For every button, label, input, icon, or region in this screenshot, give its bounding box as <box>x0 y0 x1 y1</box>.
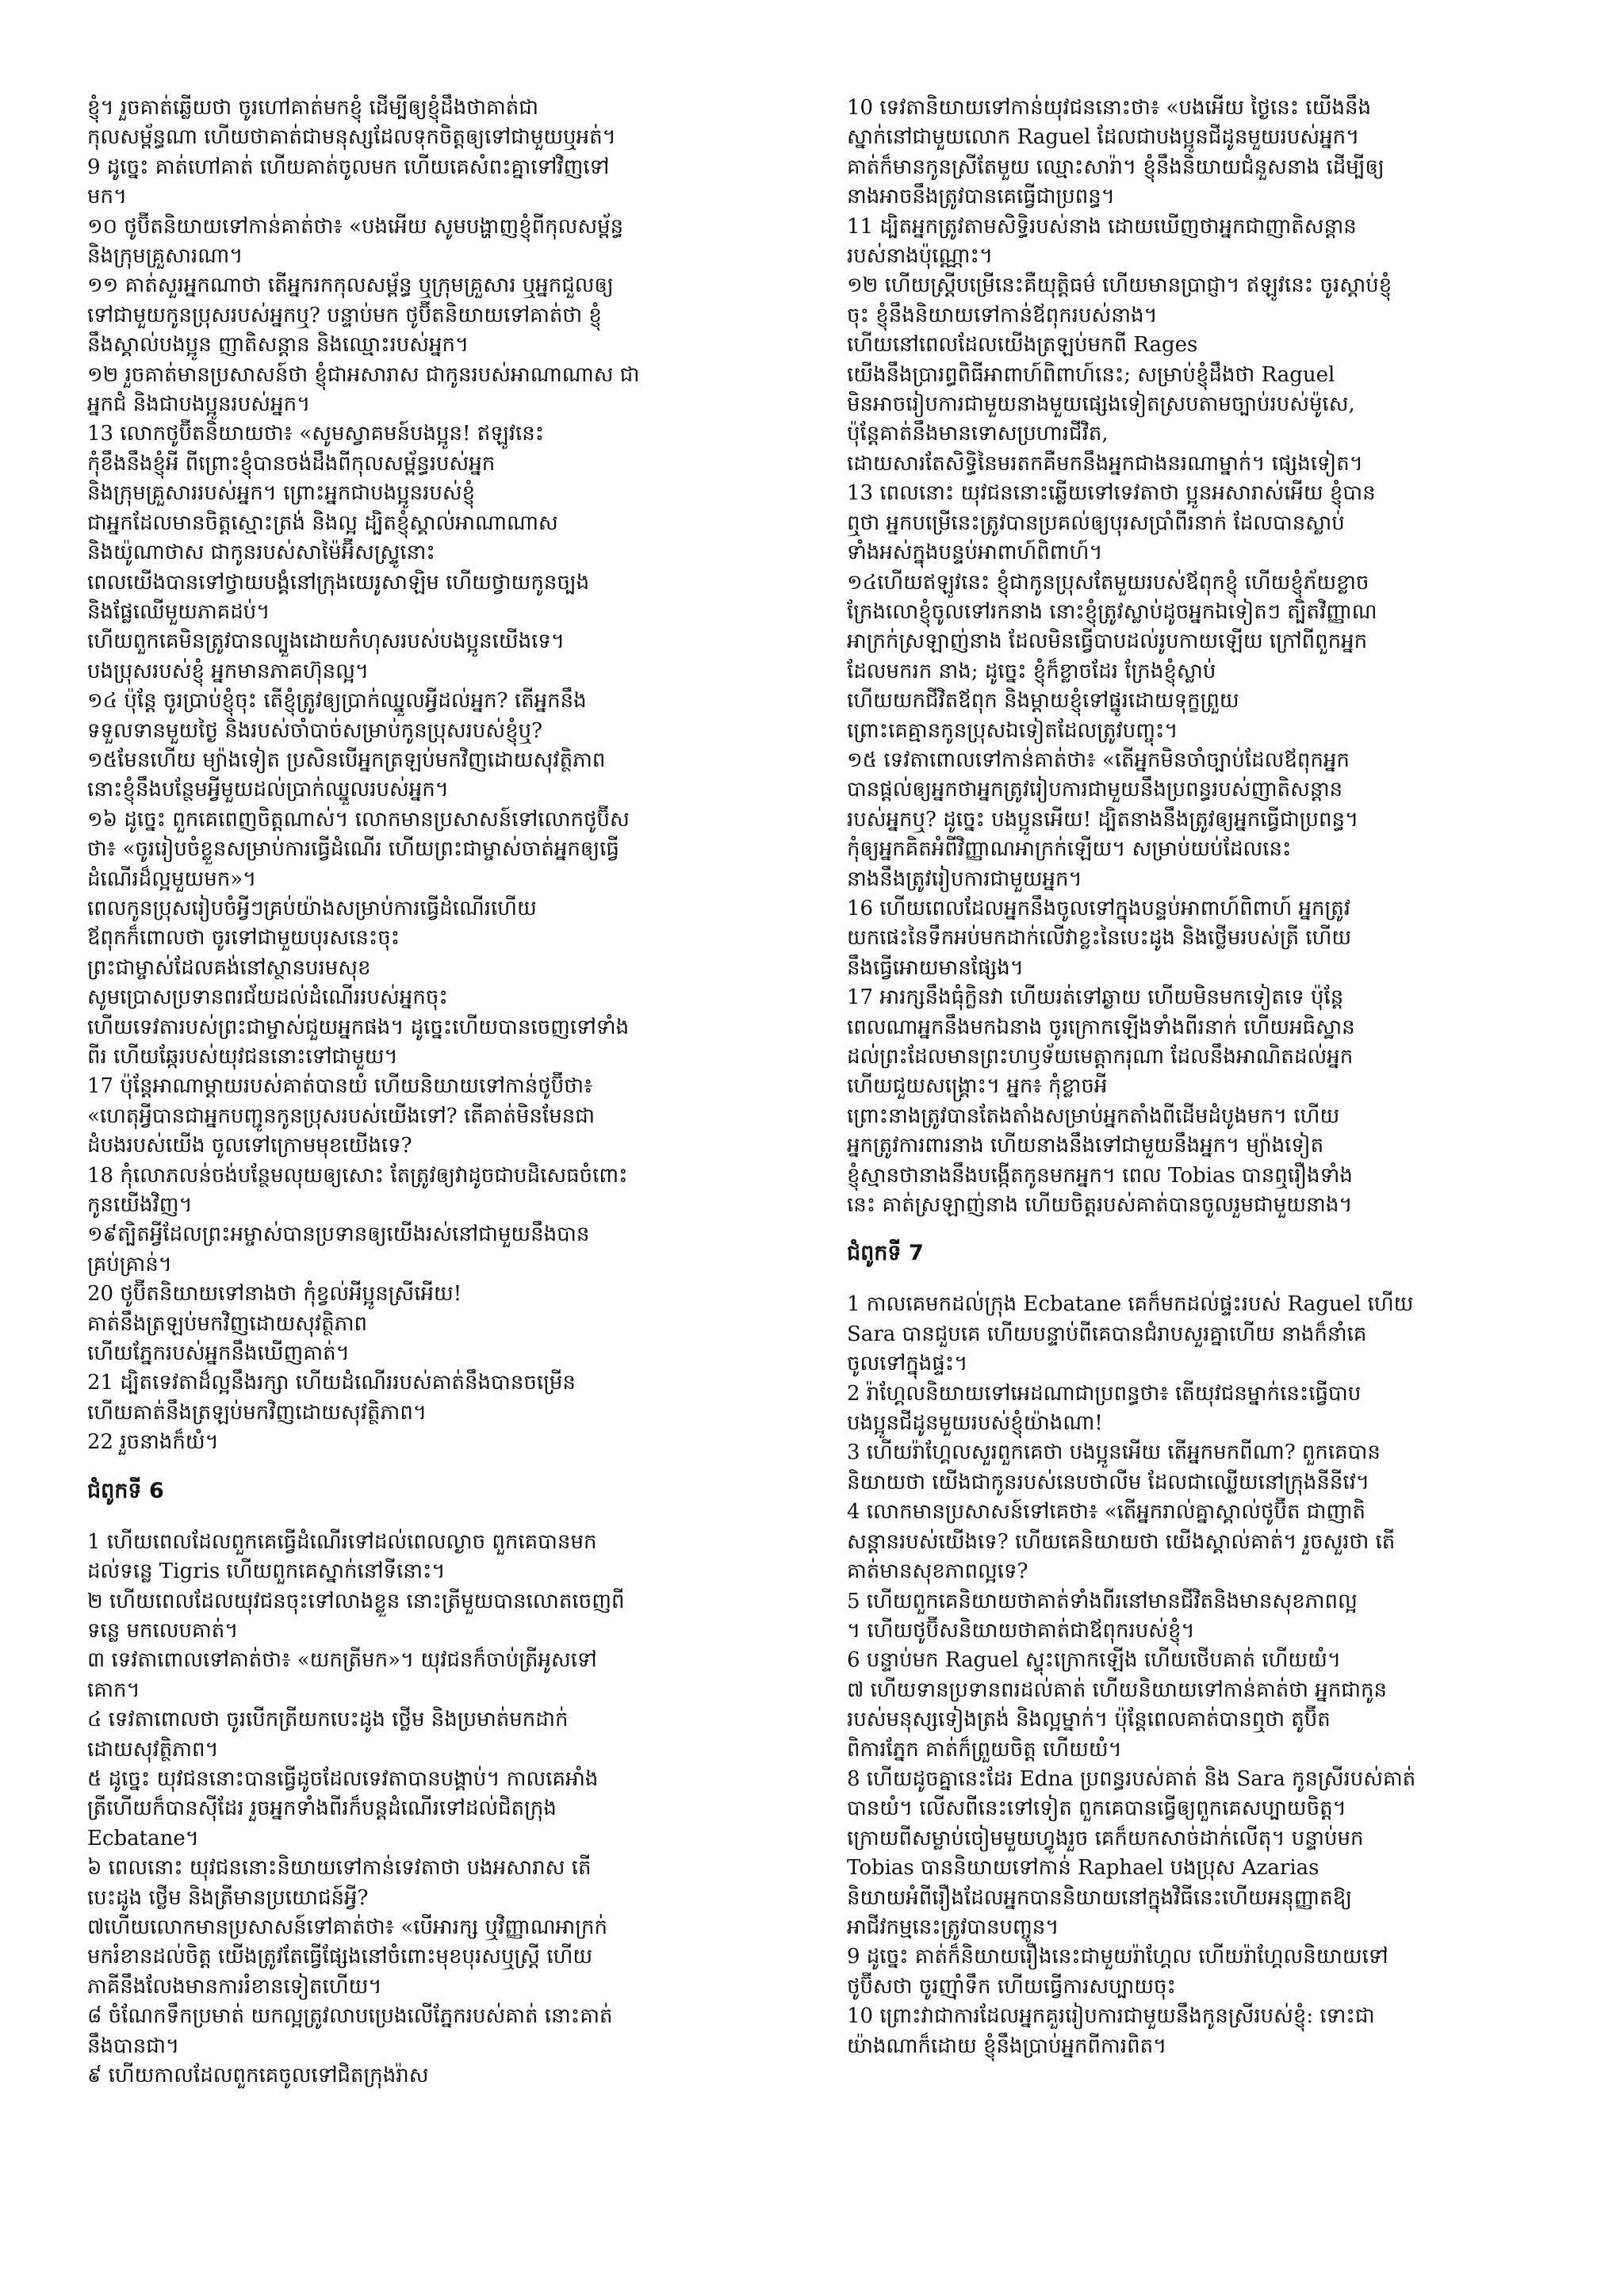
left-text-column <box>87 94 769 2091</box>
text-line: ជាអ្នកដែលមានចិត្តស្មោះត្រង់ និងល្អ ដ្បិតខ្ញុំស្គាល់អាណាណាស <box>87 511 558 535</box>
text-line: ប៉ុន្តែគាត់នឹងមានទោសប្រហារជីវិត, <box>847 422 1109 446</box>
text-line: 9 ដូច្នេះ គាត់ក៏និយាយរឿងនេះជាមួយរ៉ាហ្គែល ហើយរ៉ាហ្គែលនិយាយទៅ <box>847 1945 1388 1969</box>
text-line: 13 ពេលនោះ យុវជននោះឆ្លើយទៅទេវតាថា ប្អូនអសារាស់អើយ ខ្ញុំបាន <box>847 481 1376 506</box>
text-line: ខ្ញុំស្មានថានាងនឹងបង្កើតកូនមកអ្នក។ ពេល Tobias បានឮរឿងទាំង <box>847 1163 1353 1188</box>
text-line: ហើយទេវតារបស់ព្រះជាម្ចាស់ជួយអ្នកផង។ ដូច្នេះហើយបានចេញទៅទាំង <box>87 1015 630 1039</box>
text-line: ២ ហើយពេលដែលយុវជនចុះទៅលាងខ្លួន នោះត្រីមួយបានលោតចេញពី <box>87 1589 625 1613</box>
text-line: ១១ គាត់សួរអ្នកណាថា តើអ្នករកកុលសម្ព័ន្ធ ឬក្រុមគ្រួសារ ឬអ្នកជួលឲ្យ <box>87 274 614 298</box>
text-line: ខ្ញុំ។ រួចគាត់ឆ្លើយថា ចូរហៅគាត់មកខ្ញុំ ដើម្បីឲ្យខ្ញុំដឹងថាគាត់ជា <box>87 96 539 120</box>
text-line: ពេលយើងបានទៅថ្វាយបង្គំនៅក្រុងយេរូសាឡិម ហើយថ្វាយកូនច្បង <box>87 570 590 595</box>
text-line: និយាយថា យើងជាកូនរបស់នេបថាលីម ដែលជាឈ្លើយនៅក្រុងនីនីវេ។ <box>847 1470 1370 1494</box>
text-line: មិនអាចរៀបការជាមួយនាងមួយផ្សេងទៀតស្របតាមច្បាប់របស់ម៉ូសេ, <box>847 392 1355 417</box>
chapter-heading-7: ជំពូកទី 7 <box>847 1241 924 1266</box>
text-line: សូមប្រោសប្រទានពរជ័យដល់ដំណើររបស់អ្នកចុះ <box>87 985 448 1010</box>
text-line: ១៥មែនហើយ ម្យ៉ាងទៀត ប្រសិនបើអ្នកត្រឡប់មកវិញដោយសុវត្ថិភាព <box>87 748 606 772</box>
text-line: ត្រីហើយក៏បានស៊ីដែរ រួចអ្នកទាំងពីរក៏បន្តដំណើរទៅដល់ជិតក្រុង <box>87 1797 557 1821</box>
text-line: កុំឲ្យអ្នកគិតអំពីវិញ្ញាណអាក្រក់ឡើយ។ សម្រាប់យប់ដែលនេះ <box>847 837 1292 862</box>
text-line: 17 ប៉ុន្តែអាណាម្តាយរបស់គាត់បានយំ ហើយនិយាយទៅកាន់ថូប៊ីថា៖ <box>87 1074 593 1099</box>
text-line: ហើយជួយសង្គ្រោះ។ អ្នក៖ កុំខ្លាចអី <box>847 1074 1108 1099</box>
text-line: 5 ហើយពួកគេនិយាយថាគាត់ទាំងពីរនៅមានជីវិតនិងមានសុខភាពល្អ <box>847 1589 1358 1613</box>
text-line: ភាគីនឹងលែងមានការរំខានទៀតហើយ។ <box>87 1974 382 1999</box>
text-line: ៧ ហើយទានប្រទានពរដល់គាត់ ហើយនិយាយទៅកាន់គាត់ថា អ្នកជាកូន <box>847 1678 1388 1702</box>
text-line: និងយ៉ូណាថាស ជាកូនរបស់សាម៉ៃអ៊ីសស្ទ្រូនោះ <box>87 541 435 565</box>
text-line: និងក្រុមគ្រួសារណា។ <box>87 244 243 269</box>
text-line: អ្នកត្រូវការពារនាង ហើយនាងនឹងទៅជាមួយនឹងអ្នក។ ម្យ៉ាងទៀត <box>847 1134 1324 1158</box>
text-line: គាត់មានសុខភាពល្អទេ? <box>847 1559 1028 1584</box>
text-line: ៧ហើយលោកមានប្រសាសន៍ទៅគាត់ថា៖ «បើអារក្ស ឬវិញ្ញាណអាក្រក់ <box>87 1915 608 1939</box>
text-line: ព្រះជាម្ចាស់ដែលគង់នៅស្ថានបរមសុខ <box>87 955 371 980</box>
chapter-heading-6: ជំពូកទី 6 <box>87 1478 164 1503</box>
text-line: 1 ហើយពេលដែលពួកគេធ្វើដំណើរទៅដល់ពេលល្ងាច ពួកគេបានមក <box>87 1529 597 1554</box>
text-line: កុំខឹងនឹងខ្ញុំអី ពីព្រោះខ្ញុំបានចង់ដឹងពីកុលសម្ព័ន្ធរបស់អ្នក <box>87 451 496 476</box>
chapter-5-continuation <box>87 94 769 1458</box>
text-line: ឮថា អ្នកបម្រើនេះត្រូវបានប្រគល់ឲ្យបុរសប្រាំពីរនាក់ ដែលបានស្លាប់ <box>847 511 1345 535</box>
text-line: 10 ទេវតានិយាយទៅកាន់យុវជននោះថា៖ «បងអើយ ថ្ងៃនេះ យើងនឹង <box>847 96 1371 120</box>
text-line: ៦ ពេលនោះ យុវជននោះនិយាយទៅកាន់ទេវតាថា បងអសារាស តើ <box>87 1856 592 1881</box>
text-line: បានយំ។ លើសពីនេះទៅទៀត ពួកគេបានធ្វើឲ្យពួកគេសប្បាយចិត្ត។ <box>847 1797 1346 1821</box>
text-line: 21 ដ្បិតទេវតាដ៏ល្អនឹងរក្សា ហើយដំណើររបស់គាត់នឹងបានចម្រើន <box>87 1371 576 1395</box>
text-line: 22 រួចនាងក៏យំ។ <box>87 1430 219 1455</box>
text-line: ដែលមករក នាង; ដូច្នេះ ខ្ញុំក៏ខ្លាចដែរ ក្រែងខ្ញុំស្លាប់ <box>847 659 1216 683</box>
text-line: ហើយនៅពេលដែលយើងត្រឡប់មកពី Rages <box>847 333 1198 358</box>
text-line: ១៦ ដូច្នេះ ពួកគេពេញចិត្តណាស់។ លោកមានប្រសាសន៍ទៅលោកថូប៊ីស <box>87 807 630 832</box>
text-line: 3 ហើយរ៉ាហ្គែលសួរពួកគេថា បងប្អូនអើយ តើអ្នកមកពីណា? ពួកគេបាន <box>847 1441 1381 1465</box>
text-line: និយាយអំពីរឿងដែលអ្នកបាននិយាយនៅក្នុងវិធីនេះហើយអនុញ្ញាតឱ្យ <box>847 1885 1353 1910</box>
text-line: នាងអាចនឹងត្រូវបានគេធ្វើជាប្រពន្ធ។ <box>847 185 1115 209</box>
text-line: 1 កាលគេមកដល់ក្រុង Ecbatane គេក៏មកដល់ផ្ទះរបស់ Raguel ហើយ <box>847 1292 1414 1317</box>
text-line: ដោយសុវត្ថិភាព។ <box>87 1737 219 1762</box>
text-line: ហើយគាត់នឹងត្រឡប់មកវិញដោយសុវត្ថិភាព។ <box>87 1400 427 1425</box>
text-line: 20 ថូប៊ីតនិយាយទៅនាងថា កុំខ្វល់អីប្អូនស្រីអើយ! <box>87 1282 462 1307</box>
text-line: 11 ដ្បិតអ្នកត្រូវតាមសិទ្ធិរបស់នាង ដោយឃើញថាអ្នកជាញាតិសន្តាន <box>847 214 1357 239</box>
text-line: នឹងស្គាល់បងប្អូន ញាតិសន្តាន និងឈ្មោះរបស់អ្នក។ <box>87 333 469 358</box>
text-line: អាក្រក់ស្រឡាញ់នាង ដែលមិនធ្វើបាបដល់រូបកាយឡើយ ក្រៅពីពួកអ្នក <box>847 629 1368 654</box>
text-line: 9 ដូច្នេះ គាត់ហៅគាត់ ហើយគាត់ចូលមក ហើយគេសំពះគ្នាទៅវិញទៅ <box>87 155 610 179</box>
text-line: 17 អារក្សនឹងធុំក្លិនវា ហើយរត់ទៅឆ្ងាយ ហើយមិនមកទៀតទេ ប៉ុន្តែ <box>847 985 1344 1010</box>
text-line: ៣ ទេវតាពោលទៅគាត់ថា៖ «យកត្រីមក»។ យុវជនក៏ចាប់ត្រីអូសទៅ <box>87 1648 597 1673</box>
text-line: Tobias បាននិយាយទៅកាន់ Raphael បងប្រុស Azarias <box>847 1856 1320 1881</box>
text-line: ដំណើរដ៏ល្អមួយមក»។ <box>87 867 257 891</box>
text-line: មក។ <box>87 185 128 209</box>
text-line: Ecbatane។ <box>87 1826 199 1850</box>
text-line: បេះដូង ថ្លើម និងត្រីមានប្រយោជន៍អ្វី? <box>87 1885 369 1910</box>
text-line: ១២ ហើយស្ត្រីបម្រើនេះគឺយុត្តិធម៌ ហើយមានប្រាជ្ញា។ ឥឡូវនេះ ចូរស្តាប់ខ្ញុំ <box>847 274 1392 298</box>
text-line: យ៉ាងណាក៏ដោយ ខ្ញុំនឹងប្រាប់អ្នកពីការពិត។ <box>847 2034 1167 2058</box>
text-line: នឹងបានជា។ <box>87 2034 180 2058</box>
text-line: ថូប៊ីសថា ចូរញ៉ាំទឹក ហើយធ្វើការសប្បាយចុះ <box>847 1974 1176 1999</box>
text-line: ពេលកូនប្រុសរៀបចំអ្វីៗគ្រប់យ៉ាងសម្រាប់ការធ្វើដំណើរហើយ <box>87 896 537 920</box>
text-line: ហើយយកជីវិតឪពុក និងម្ដាយខ្ញុំទៅផ្នូរដោយទុក្ខព្រួយ <box>847 689 1239 714</box>
text-line: ១២ រួចគាត់មានប្រសាសន៍ថា ខ្ញុំជាអសារាស ជាកូនរបស់អាណាណាស ជា <box>87 362 640 387</box>
text-line: ហើយពួកគេមិនត្រូវបានល្បួងដោយកំហុសរបស់បងប្អូនយើងទេ។ <box>87 629 565 654</box>
text-line: ទាំងអស់ក្នុងបន្ទប់អាពាហ៍ពិពាហ៍។ <box>847 541 1103 565</box>
text-line: ដោយសារតែសិទ្ធិនៃមរតកគឺមកនឹងអ្នកជាងនរណាម្នាក់។ ផ្សេងទៀត។ <box>847 451 1363 476</box>
text-line: ៥ ដូច្នេះ យុវជននោះបានធ្វើដូចដែលទេវតាបានបង្គាប់។ កាលគេអាំង <box>87 1766 599 1791</box>
text-line: មករំខានដល់ចិត្ត យើងត្រូវតែធ្វើផ្សែងនៅចំពោះមុខបុរសឬស្ត្រី ហើយ <box>87 1945 593 1969</box>
text-line: ១៤ហើយឥឡូវនេះ ខ្ញុំជាកូនប្រុសតែមួយរបស់ឪពុកខ្ញុំ ហើយខ្ញុំភ័យខ្លាច <box>847 570 1369 595</box>
text-line: ចុះ ខ្ញុំនឹងនិយាយទៅកាន់ឪពុករបស់នាង។ <box>847 303 1158 327</box>
text-line: ៨ ចំណែកទឹកប្រមាត់ យកល្អត្រូវលាបប្រេងលើភ្នែករបស់គាត់ នោះគាត់ <box>87 2004 613 2029</box>
text-line: ទន្លេ មកលេបគាត់។ <box>87 1618 239 1643</box>
chapter-6-text <box>87 1528 769 2091</box>
text-line: នេះ គាត់ស្រឡាញ់នាង ហើយចិត្តរបស់គាត់បានចូលរួមជាមួយនាង។ <box>847 1193 1353 1218</box>
text-line: 18 កុំលោភលន់ចង់បន្ថែមលុយឲ្យសោះ តែត្រូវឲ្យវាដូចជាបដិសេធចំពោះ <box>87 1163 628 1188</box>
text-line: ក្រែងលោខ្ញុំចូលទៅរកនាង នោះខ្ញុំត្រូវស្លាប់ដូចអ្នកឯទៀតៗ ត្បិតវិញ្ញាណ <box>847 599 1377 624</box>
text-line: 10 ព្រោះវាជាការដែលអ្នកគួររៀបការជាមួយនឹងកូនស្រីរបស់ខ្ញុំ: ទោះជា <box>847 2004 1375 2029</box>
text-line: នឹងធ្វើអោយមានផ្សែង។ <box>847 955 1024 980</box>
text-line: ឪពុកក៏ពោលថា ចូរទៅជាមួយបុរសនេះចុះ <box>87 926 400 951</box>
text-line: កុលសម្ព័ន្ធណា ហើយថាគាត់ជាមនុស្សដែលទុកចិត្តឲ្យទៅជាមួយឬអត់។ <box>87 125 616 150</box>
text-line: ១៥ ទេវតាពោលទៅកាន់គាត់ថា៖ «តើអ្នកមិនចាំច្បាប់ដែលឪពុកអ្នក <box>847 748 1350 772</box>
text-line: ៩ ហើយកាលដែលពួកគេចូលទៅជិតក្រុងរ៉ាស <box>87 2064 429 2087</box>
text-line: យើងនឹងប្រារព្ធពិធីអាពាហ៍ពិពាហ៍នេះ; សម្រាប់ខ្ញុំដឹងថា Raguel <box>847 362 1335 387</box>
text-line: អាជីវកម្មនេះត្រូវបានបញ្ចូន។ <box>847 1915 1059 1939</box>
text-line: បងប្អូនជីដូនមួយរបស់ខ្ញុំយ៉ាងណា! <box>847 1411 1103 1436</box>
text-line: ១០ ថូប៊ីតនិយាយទៅកាន់គាត់ថា៖ «បងអើយ សូមបង្ហាញខ្ញុំពីកុលសម្ព័ន្ធ <box>87 214 624 239</box>
text-line: ថា៖ «ចូររៀបចំខ្លួនសម្រាប់ការធ្វើដំណើរ ហើយព្រះជាម្ចាស់ចាត់អ្នកឲ្យធ្វើ <box>87 837 619 862</box>
text-line: របស់មនុស្សទៀងត្រង់ និងល្អម្នាក់។ ប៉ុន្តែពេលគាត់បានឮថា តូប៊ីត <box>847 1708 1331 1732</box>
text-line: កូនយើងវិញ។ <box>87 1193 193 1218</box>
text-line: 8 ហើយដូចគ្នានេះដែរ Edna ប្រពន្ធរបស់គាត់ និង Sara កូនស្រីរបស់គាត់ <box>847 1766 1416 1791</box>
text-line: 16 ហើយពេលដែលអ្នកនឹងចូលទៅក្នុងបន្ទប់អាពាហ៍ពិពាហ៍ អ្នកត្រូវ <box>847 896 1350 920</box>
text-line: 13 លោកថូប៊ីតនិយាយថា៖ «សូមស្វាគមន៍បងប្អូន! ឥឡូវនេះ <box>87 422 545 446</box>
text-line: អ្នកជំ និងជាបងប្អូនរបស់អ្នក។ <box>87 392 311 417</box>
chapter-6-continuation <box>847 94 1529 1220</box>
text-line: ចូលទៅក្នុងផ្ទះ។ <box>847 1352 968 1376</box>
text-line: ដំបងរបស់យើង ចូលទៅក្រោមមុខយើងទេ? <box>87 1134 412 1158</box>
text-line: «ហេតុអ្វីបានជាអ្នកបញ្ជូនកូនប្រុសរបស់យើងទៅ? តើគាត់មិនមែនជា <box>87 1104 595 1128</box>
chapter-7-text <box>847 1290 1529 2061</box>
text-line: ពីរ ហើយឆ្កែរបស់យុវជននោះទៅជាមួយ។ <box>87 1045 398 1069</box>
text-line: ពិការភ្នែក គាត់ក៏ព្រួយចិត្ត ហើយយំ។ <box>847 1737 1122 1762</box>
text-line: ហើយភ្នែករបស់អ្នកនឹងឃើញគាត់។ <box>87 1341 350 1366</box>
text-line: និងក្រុមគ្រួសាររបស់អ្នក។ ព្រោះអ្នកជាបងប្អូនរបស់ខ្ញុំ <box>87 481 476 506</box>
text-line: នាងនឹងត្រូវរៀបការជាមួយអ្នក។ <box>847 867 1082 891</box>
right-text-column <box>847 94 1529 2061</box>
text-line: បានផ្ដល់ឲ្យអ្នកថាអ្នកត្រូវរៀបការជាមួយនឹងប្រពន្ធរបស់ញាតិសន្តាន <box>847 778 1343 802</box>
text-line: ១៩ត្បិតអ្វីដែលព្រះអម្ចាស់បានប្រទានឲ្យយើងរស់នៅជាមួយនឹងបាន <box>87 1223 590 1247</box>
text-line: ក្រោយពីសម្លាប់ចៀមមួយហ្វូងរួច គេក៏យកសាច់ដាក់លើតុ។ បន្ទាប់មក <box>847 1826 1364 1850</box>
text-line: សន្តានរបស់យើងទេ? ហើយគេនិយាយថា យើងស្គាល់គាត់។ រួចសួរថា តើ <box>847 1529 1396 1554</box>
text-line: ស្នាក់នៅជាមួយលោក Raguel ដែលជាបងប្អូនជីដូនមួយរបស់អ្នក។ <box>847 125 1360 150</box>
text-line: គ្រប់គ្រាន់។ <box>87 1252 172 1276</box>
text-line: របស់នាងប៉ុណ្ណោះ។ <box>847 244 994 269</box>
text-line: ដល់ទន្លេ Tigris ហើយពួកគេស្នាក់នៅទីនោះ។ <box>87 1559 446 1584</box>
text-line: 4 លោកមានប្រសាសន៍ទៅគេថា៖ «តើអ្នករាល់គ្នាស្គាល់ថូប៊ីត ជាញាតិ <box>847 1500 1366 1525</box>
text-line: គោក។ <box>87 1678 140 1702</box>
text-line: បងប្រុសរបស់ខ្ញុំ អ្នកមានភាគហ៊ុនល្អ។ <box>87 659 369 683</box>
text-line: របស់អ្នកឬ? ដូច្នេះ បងប្អូនអើយ! ដ្បិតនាងនឹងត្រូវឲ្យអ្នកធ្វើជាប្រពន្ធ។ <box>847 807 1359 832</box>
text-line: 2 រ៉ាហ្គែលនិយាយទៅអេដណាជាប្រពន្ធថា៖ តើយុវជនម្នាក់នេះធ្វើបាប <box>847 1381 1362 1406</box>
text-line: ដល់ព្រះដែលមានព្រះហឫទ័យមេត្តាករុណា ដែលនឹងអាណិតដល់អ្នក <box>847 1045 1354 1069</box>
text-line: ទៅជាមួយកូនប្រុសរបស់អ្នកឬ? បន្ទាប់មក ថូប៊ីតនិយាយទៅគាត់ថា ខ្ញុំ <box>87 303 602 327</box>
text-line: ។ ហើយថូប៊ីសនិយាយថាគាត់ជាឪពុករបស់ខ្ញុំ។ <box>847 1618 1195 1643</box>
text-line: ព្រោះនាងត្រូវបានតែងតាំងសម្រាប់អ្នកតាំងពីដើមដំបូងមក។ ហើយ <box>847 1104 1340 1128</box>
text-line: ព្រោះគេគ្មានកូនប្រុសឯទៀតដែលត្រូវបញ្ចុះ។ <box>847 718 1178 743</box>
text-line: គាត់ក៏មានកូនស្រីតែមួយ ឈ្មោះសារ៉ា។ ខ្ញុំនឹងនិយាយជំនួសនាង ដើម្បីឲ្យ <box>847 155 1385 179</box>
text-line: ៤ ទេវតាពោលថា ចូរបើកត្រីយកបេះដូង ថ្លើម និងប្រមាត់មកដាក់ <box>87 1708 569 1732</box>
text-line: 6 បន្ទាប់មក Raguel ស្ទុះក្រោកឡើង ហើយថើបគាត់ ហើយយំ។ <box>847 1648 1342 1673</box>
text-line: ១៤ ប៉ុន្តែ ចូរប្រាប់ខ្ញុំចុះ តើខ្ញុំត្រូវឲ្យប្រាក់ឈ្នួលអ្វីដល់អ្នក? តើអ្នកនឹង <box>87 689 587 714</box>
text-line: គាត់នឹងត្រឡប់មកវិញដោយសុវត្ថិភាព <box>87 1311 368 1336</box>
text-line: Sara បានជួបគេ ហើយបន្ទាប់ពីគេបានជំរាបសួរគ្នាហើយ នាងក៏នាំគេ <box>847 1322 1367 1346</box>
text-line: នោះខ្ញុំនឹងបន្ថែមអ្វីមួយដល់ប្រាក់ឈ្នួលរបស់អ្នក។ <box>87 778 449 802</box>
text-line: ពេលណាអ្នកនឹងមកឯនាង ចូរក្រោកឡើងទាំងពីរនាក់ ហើយអធិស្ឋាន <box>847 1015 1355 1039</box>
text-line: ទទួលទានមួយថ្ងៃ និងរបស់ចាំបាច់សម្រាប់កូនប្រុសរបស់ខ្ញុំឬ? <box>87 718 543 743</box>
text-line: និងផ្លែឈើមួយភាគដប់។ <box>87 599 270 624</box>
text-line: យកផេះនៃទឹកអប់មកដាក់លើវាខ្លះនៃបេះដូង និងថ្លើមរបស់ត្រី ហើយ <box>847 926 1352 951</box>
